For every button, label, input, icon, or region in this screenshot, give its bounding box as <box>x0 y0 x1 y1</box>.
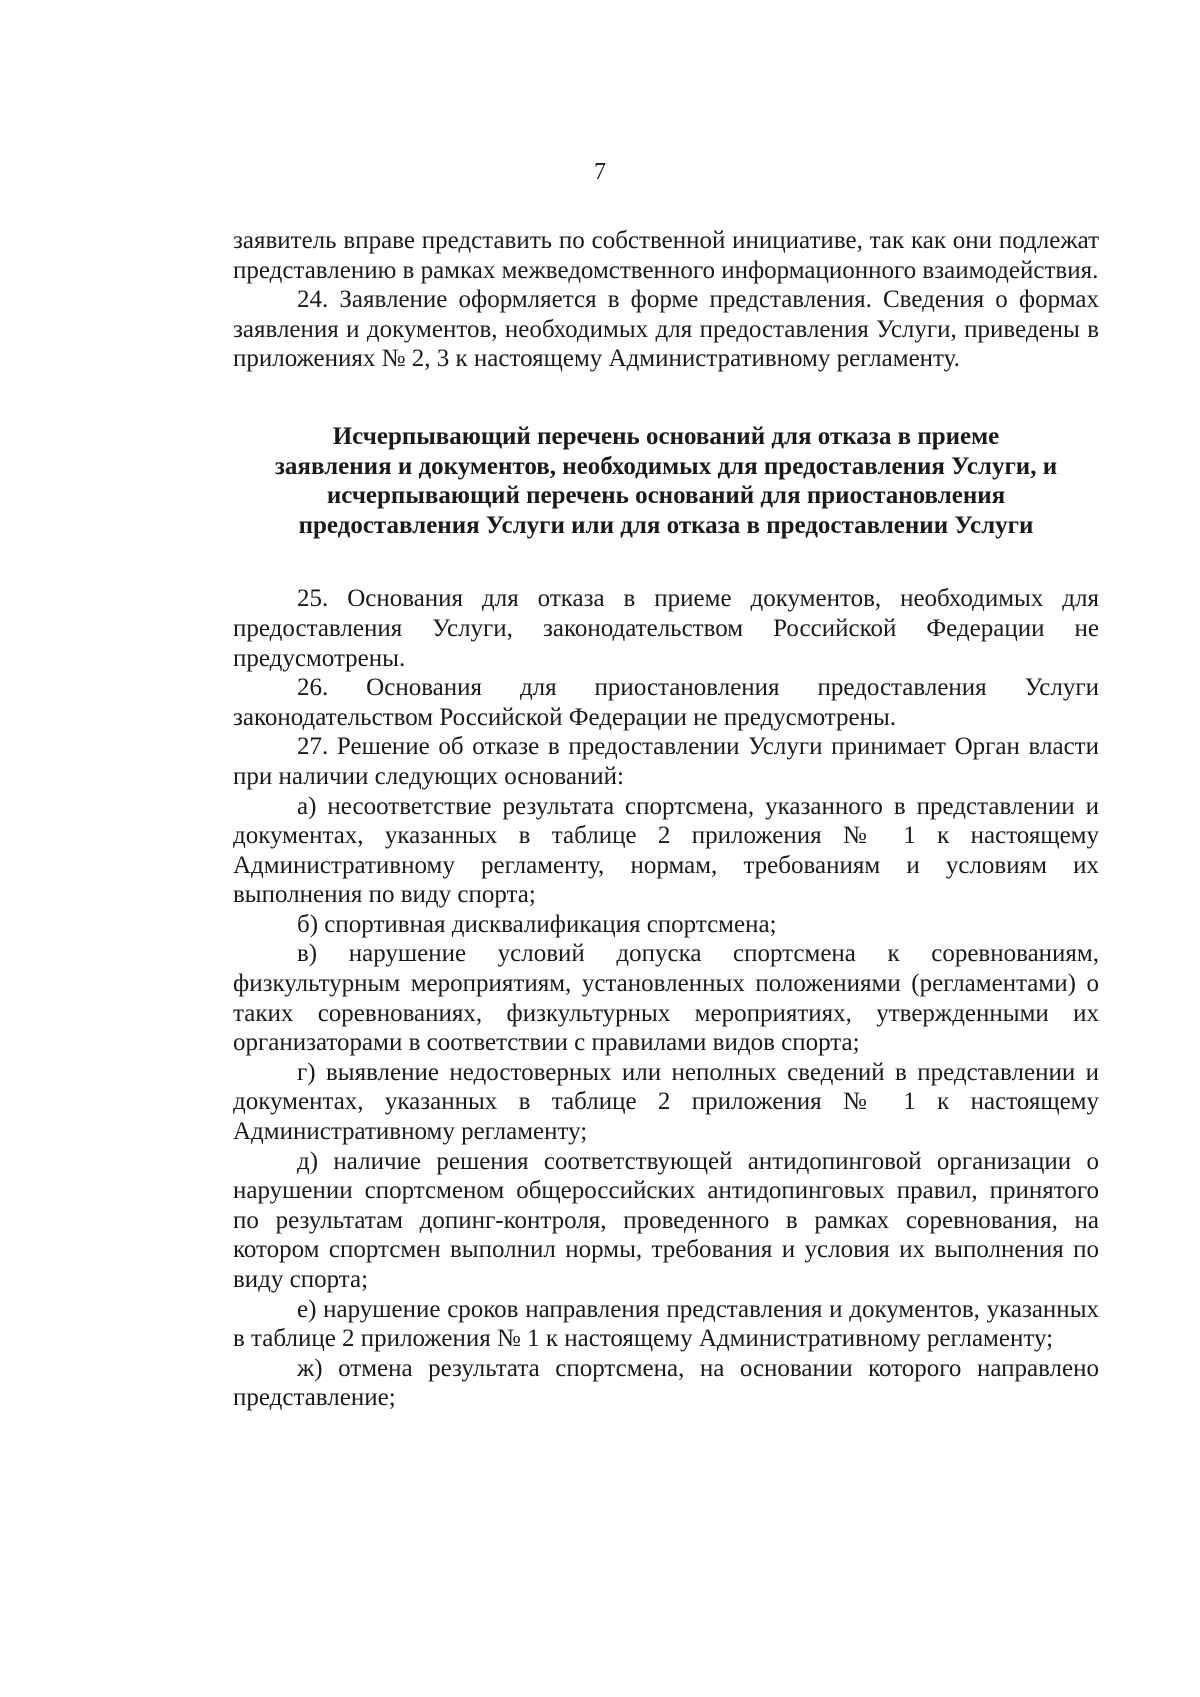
list-item-g: г) выявление недостоверных или неполных сведений в представлении и документах, указанных в таблице 2 приложения № 1 к настоящему Административному регламенту; <box>233 1058 1099 1146</box>
paragraph-continuation: заявитель вправе представить по собственной инициативе, так как они подлежат представлению в рамках межведомственного информационного взаимодействия. <box>233 227 1099 284</box>
paragraph-25: 25. Основания для отказа в приеме документов, необходимых для предоставления Услуги, законодательством Российской Федерации не предусмотрены. <box>233 585 1099 672</box>
section-heading-line: заявления и документов, необходимых для предоставления Услуги, и <box>274 452 1058 480</box>
section-heading-line: предоставления Услуги или для отказа в предоставлении Услуги <box>298 511 1034 539</box>
list-item-d: д) наличие решения соответствующей антидопинговой организации о нарушении спортсменом общероссийских антидопинговых правил, принятого по результатам допинг-контроля, проведенного в рамках соревнования, на котором спортсмен выполнил нормы, требования и условия их выполнения по виду спорта; <box>233 1147 1099 1293</box>
list-item-e: е) нарушение сроков направления представления и документов, указанных в таблице 2 приложения № 1 к настоящему Административному регламенту; <box>233 1295 1099 1353</box>
list-item-a: а) несоответствие результата спортсмена, указанного в представлении и документах, указанных в таблице 2 приложения № 1 к настоящему Административному регламенту, нормам, требованиям и условиям их выполнения по виду спорта; <box>233 792 1099 909</box>
list-item-v: в) нарушение условий допуска спортсмена к соревнованиям, физкультурным мероприятиям, установленных положениями (регламентами) о таких соревнованиях, физкультурных мероприятиях, утвержденными их организаторами в соответствии с правилами видов спорта; <box>233 940 1099 1057</box>
section-heading-line: исчерпывающий перечень оснований для приостановления <box>326 482 1006 510</box>
section-heading <box>233 422 1099 540</box>
page-number: 7 <box>594 159 606 185</box>
list-item-b: б) спортивная дисквалификация спортсмена; <box>297 910 777 938</box>
section-heading-line: Исчерпывающий перечень оснований для отказа в приеме <box>332 422 1000 450</box>
paragraph-27: 27. Решение об отказе в предоставлении Услуги принимает Орган власти при наличии следующих оснований: <box>233 733 1099 790</box>
paragraph-24: 24. Заявление оформляется в форме представления. Сведения о формах заявления и документов, необходимых для предоставления Услуги, приведены в приложениях № 2, 3 к настоящему Административному регламенту. <box>233 286 1099 373</box>
list-item-zh: ж) отмена результата спортсмена, на основании которого направлено представление; <box>233 1354 1099 1412</box>
document-body <box>233 226 1099 1413</box>
paragraph-26: 26. Основания для приостановления предоставления Услуги законодательством Российской Федерации не предусмотрены. <box>233 674 1099 731</box>
